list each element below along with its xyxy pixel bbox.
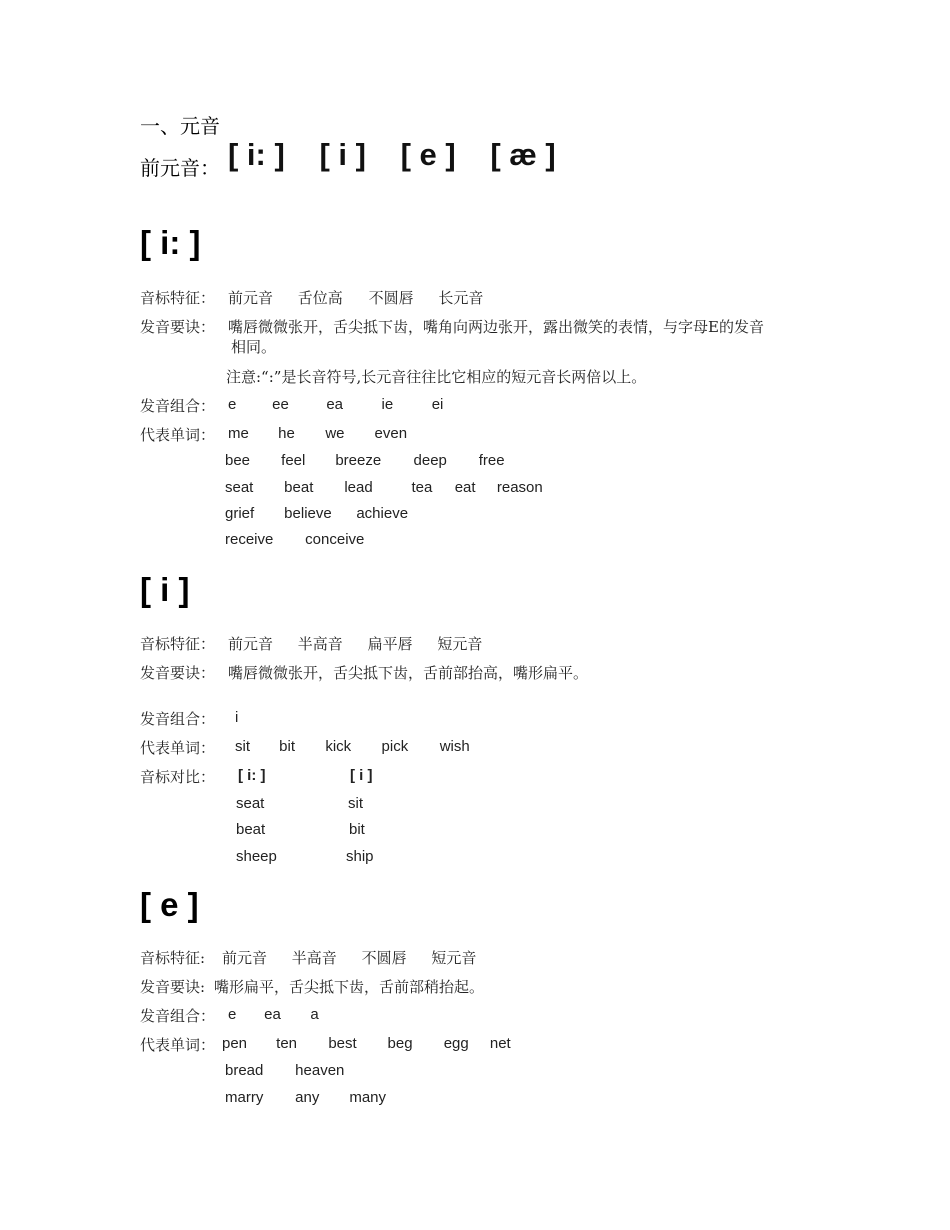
word-item: sit	[235, 738, 250, 755]
symbol-i-long: [ i: ]	[228, 137, 285, 172]
tips-label: 发音要诀：	[140, 318, 216, 336]
feature-item: 前元音	[228, 635, 274, 653]
front-vowels-symbols	[228, 137, 582, 173]
compare-long-word: seat	[236, 795, 265, 812]
compare-short-word: bit	[349, 821, 365, 838]
tips-label: 发音要诀:	[140, 978, 206, 996]
compare-label: 音标对比：	[140, 768, 216, 786]
symbol-ae: [ æ ]	[490, 137, 556, 172]
word-item: lead	[344, 479, 373, 496]
word-item: seat	[225, 479, 254, 496]
word-row	[222, 1035, 511, 1052]
feature-item: 半高音	[291, 949, 337, 967]
front-vowels-label: 前元音：	[140, 156, 220, 180]
features-label: 音标特征：	[140, 289, 216, 307]
word-item: heaven	[295, 1062, 345, 1079]
page-title: 一、元音	[140, 114, 220, 138]
words-label: 代表单词：	[140, 1036, 216, 1054]
compare-short-word: sit	[348, 795, 363, 812]
word-item: any	[295, 1089, 320, 1106]
word-row	[225, 1062, 344, 1079]
word-item: bread	[225, 1062, 264, 1079]
word-item: beat	[284, 479, 314, 496]
combo-item: ea	[326, 396, 344, 413]
word-item: wish	[439, 738, 470, 755]
word-row	[225, 479, 543, 496]
words-label: 代表单词：	[140, 426, 216, 444]
tips-text: 嘴唇微微张开，舌尖抵下齿，舌前部抬高，嘴形扁平。	[228, 664, 589, 682]
compare-short-word: ship	[346, 848, 374, 865]
word-item: many	[349, 1089, 387, 1106]
word-row	[235, 738, 470, 755]
combos-label: 发音组合：	[140, 710, 216, 728]
combo-item: e	[228, 396, 237, 413]
tips-text-line2: 相同。	[231, 338, 277, 356]
word-item: deep	[413, 452, 447, 469]
section-heading-i-long: [ i: ]	[140, 224, 201, 261]
word-item: bit	[279, 738, 296, 755]
combo-item: a	[310, 1006, 319, 1023]
symbol-i-short: [ i ]	[319, 137, 366, 172]
features-label: 音标特征：	[140, 635, 216, 653]
compare-long-word: beat	[236, 821, 266, 838]
features-label: 音标特征:	[140, 949, 206, 967]
word-item: bee	[225, 452, 251, 469]
word-item: kick	[325, 738, 352, 755]
combos-values	[228, 396, 443, 413]
word-item: best	[328, 1035, 357, 1052]
feature-item: 前元音	[228, 289, 274, 307]
combo-item: ei	[431, 396, 444, 413]
section-heading-i-short: [ i ]	[140, 571, 190, 608]
tips-label: 发音要诀：	[140, 664, 216, 682]
word-item: beg	[387, 1035, 413, 1052]
compare-long-word: sheep	[236, 848, 277, 865]
combo-item: e	[228, 1006, 237, 1023]
feature-item: 短元音	[431, 949, 477, 967]
word-item: he	[278, 425, 295, 442]
combos-label: 发音组合：	[140, 1007, 216, 1025]
feature-item: 半高音	[297, 635, 343, 653]
word-item: reason	[496, 479, 543, 496]
word-item: conceive	[305, 531, 365, 548]
symbol-e: [ e ]	[400, 137, 456, 172]
feature-item: 不圆唇	[368, 289, 414, 307]
word-item: free	[478, 452, 505, 469]
word-row	[225, 452, 505, 469]
compare-head-long: [ i: ]	[238, 767, 266, 784]
word-item: achieve	[356, 505, 409, 522]
combo-item: ee	[272, 396, 289, 413]
word-item: eat	[454, 479, 476, 496]
words-label: 代表单词：	[140, 739, 216, 757]
feature-item: 舌位高	[297, 289, 343, 307]
tips-text: 嘴形扁平，舌尖抵下齿，舌前部稍抬起。	[214, 978, 485, 996]
word-item: feel	[281, 452, 306, 469]
word-item: pen	[222, 1035, 248, 1052]
features-values	[228, 633, 482, 654]
feature-item: 扁平唇	[367, 635, 413, 653]
word-item: receive	[225, 531, 274, 548]
word-item: tea	[411, 479, 433, 496]
combos-label: 发音组合：	[140, 397, 216, 415]
word-item: breeze	[335, 452, 382, 469]
word-row	[228, 425, 407, 442]
word-row	[225, 505, 408, 522]
word-item: egg	[443, 1035, 469, 1052]
word-item: pick	[381, 738, 409, 755]
features-values	[222, 947, 476, 968]
feature-item: 短元音	[437, 635, 483, 653]
combo-item: ie	[381, 396, 394, 413]
word-item: grief	[225, 505, 255, 522]
combos-values	[228, 1006, 319, 1023]
combo-item: i	[235, 709, 239, 726]
word-item: net	[489, 1035, 511, 1052]
feature-item: 不圆唇	[361, 949, 407, 967]
word-item: we	[325, 425, 345, 442]
section-heading-e: [ e ]	[140, 886, 199, 923]
note-text: 注意:“:”是长音符号,长元音往往比它相应的短元音长两倍以上。	[226, 368, 647, 386]
combo-item: ea	[264, 1006, 281, 1023]
word-item: believe	[284, 505, 332, 522]
word-row	[225, 1089, 386, 1106]
compare-head-short: [ i ]	[350, 767, 373, 784]
word-item: ten	[276, 1035, 298, 1052]
tips-text-line1: 嘴唇微微张开，舌尖抵下齿，嘴角向两边张开，露出微笑的表情，与字母E的发音	[228, 318, 764, 336]
word-item: me	[228, 425, 249, 442]
word-row	[225, 531, 364, 548]
feature-item: 长元音	[438, 289, 484, 307]
feature-item: 前元音	[222, 949, 268, 967]
features-values	[228, 287, 483, 308]
word-item: even	[374, 425, 408, 442]
word-item: marry	[225, 1089, 264, 1106]
